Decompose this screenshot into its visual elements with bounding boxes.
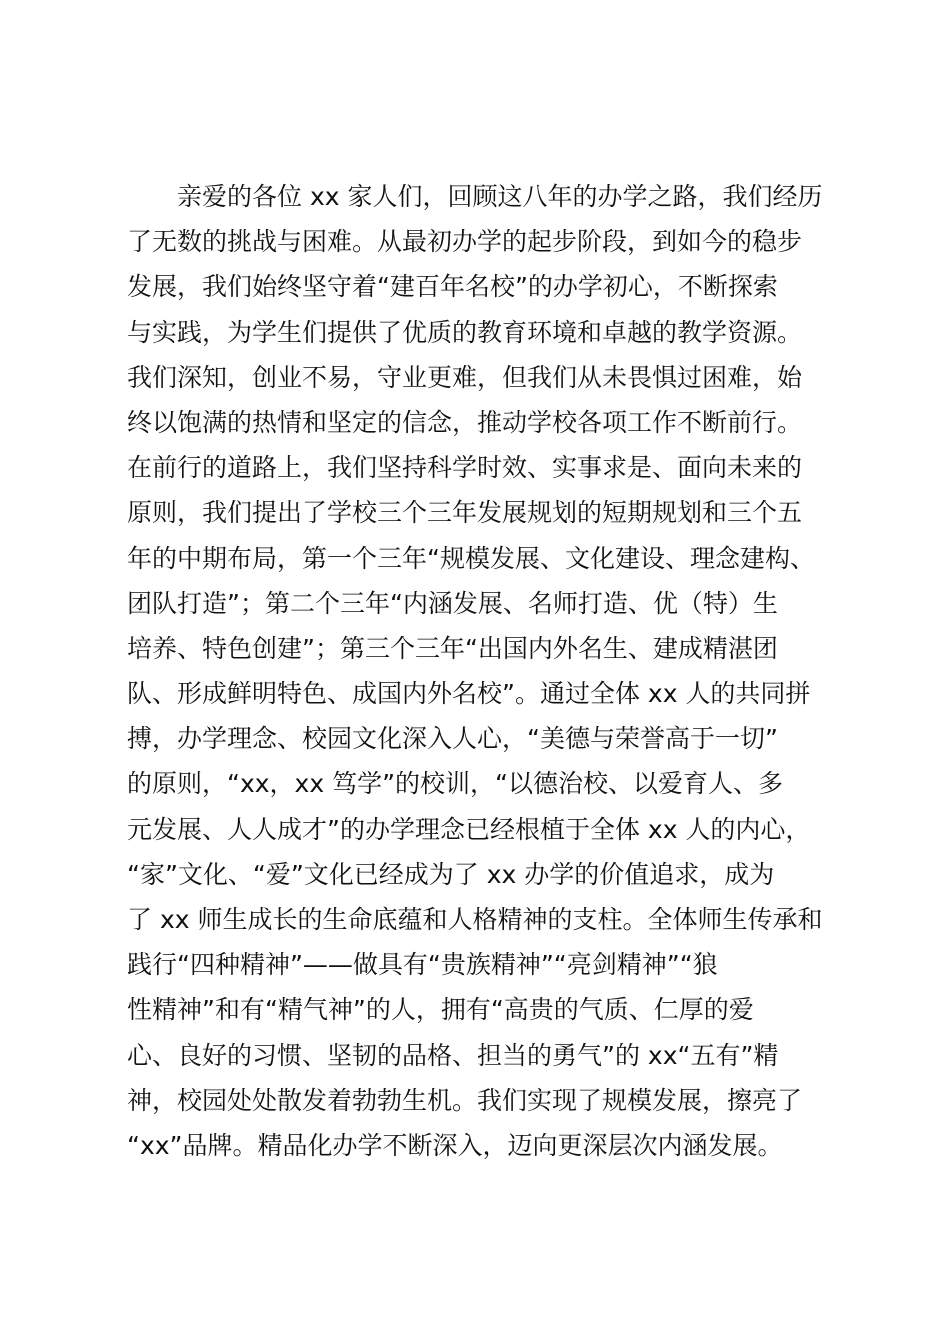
text-line: 发展，我们始终坚守着“建百年名校”的办学初心，不断探索 bbox=[127, 272, 778, 302]
text-line: 心、良好的习惯、坚韧的品格、担当的勇气”的 xx“五有”精 bbox=[127, 1040, 779, 1070]
text-line: 搏，办学理念、校园文化深入人心，“美德与荣誉高于一切” bbox=[127, 724, 778, 754]
text-line: 队、形成鲜明特色、成国内外名校”。通过全体 xx 人的共同拼 bbox=[127, 679, 811, 709]
text-line: 的原则，“xx，xx 笃学”的校训，“以德治校、以爱育人、多 bbox=[127, 769, 783, 799]
text-line: “家”文化、“爱”文化已经成为了 xx 办学的价值追求，成为 bbox=[127, 859, 775, 889]
text-line: 团队打造”；第二个三年“内涵发展、名师打造、优（特）生 bbox=[127, 588, 778, 618]
text-line: 原则，我们提出了学校三个三年发展规划的短期规划和三个五 bbox=[127, 498, 803, 528]
text-line: 终以饱满的热情和坚定的信念，推动学校各项工作不断前行。 bbox=[127, 407, 803, 437]
text-line: 培养、特色创建”；第三个三年“出国内外名生、建成精湛团 bbox=[127, 633, 778, 663]
text-line: 性精神”和有“精气神”的人，拥有“高贵的气质、仁厚的爱 bbox=[127, 995, 754, 1025]
text-line: 神，校园处处散发着勃勃生机。我们实现了规模发展，擦亮了 bbox=[127, 1085, 803, 1115]
body-paragraph bbox=[127, 174, 847, 1168]
text-line: 我们深知，创业不易，守业更难，但我们从未畏惧过困难，始 bbox=[127, 362, 803, 392]
text-line: 了 xx 师生成长的生命底蕴和人格精神的支柱。全体师生传承和 bbox=[127, 905, 823, 934]
text-line: 年的中期布局，第一个三年“规模发展、文化建设、理念建构、 bbox=[127, 543, 815, 573]
text-line: 践行“四种精神”——做具有“贵族精神”“亮剑精神”“狼 bbox=[127, 950, 718, 980]
text-line: 元发展、人人成才”的办学理念已经根植于全体 xx 人的内心， bbox=[127, 814, 811, 844]
text-line: 亲爱的各位 xx 家人们，回顾这八年的办学之路，我们经历 bbox=[127, 182, 823, 211]
text-line: “xx”品牌。精品化办学不断深入，迈向更深层次内涵发展。 bbox=[127, 1130, 783, 1160]
text-line: 在前行的道路上，我们坚持科学时效、实事求是、面向未来的 bbox=[127, 453, 803, 483]
text-line: 了无数的挑战与困难。从最初办学的起步阶段，到如今的稳步 bbox=[127, 227, 803, 257]
text-line: 与实践，为学生们提供了优质的教育环境和卓越的教学资源。 bbox=[127, 317, 803, 347]
